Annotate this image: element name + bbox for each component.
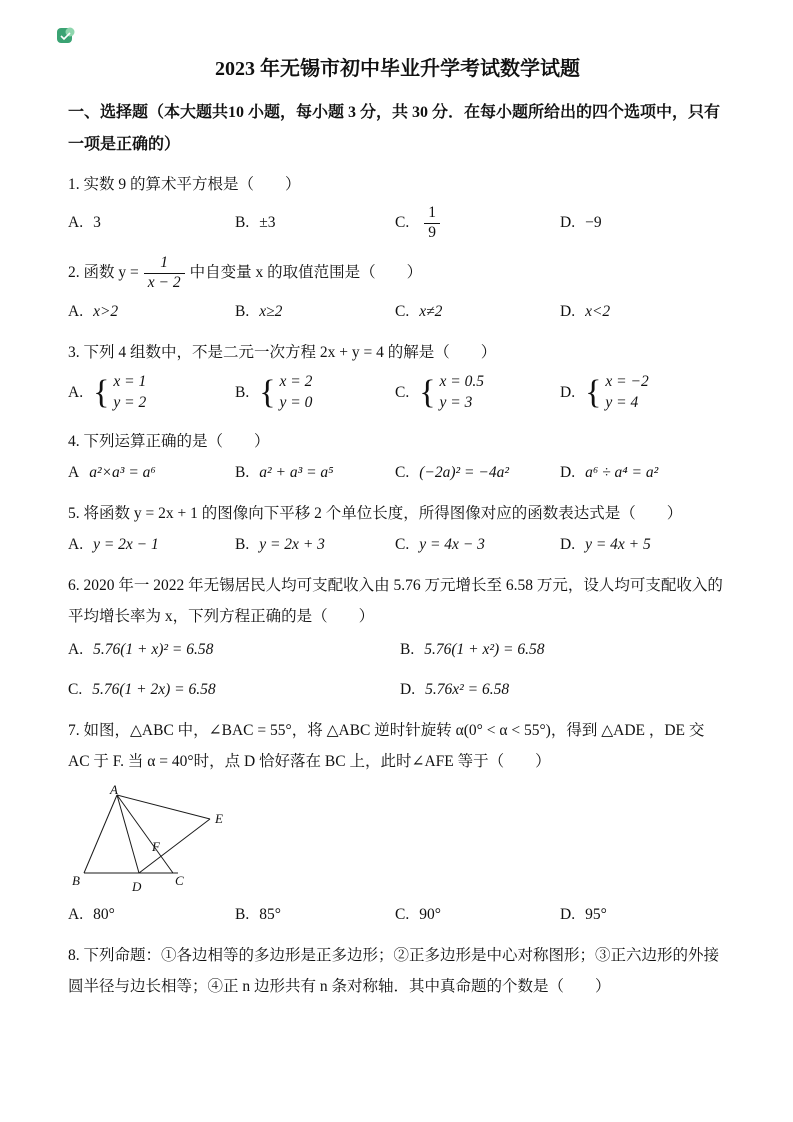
option-label: C. — [395, 535, 410, 553]
option-value: 5.76(1 + x²) = 6.58 — [424, 640, 545, 658]
option-5d — [560, 533, 727, 558]
question-8-stem: 8. 下列命题：①各边相等的多边形是正多边形；②正多边形是中心对称图形；③正六边形的外接圆半径与边长相等；④正 n 边形共有 n 条对称轴．其中真命题的个数是（ ） — [68, 947, 720, 995]
option-1a — [68, 211, 235, 236]
corner-logo-icon — [56, 26, 76, 46]
option-label: D. — [560, 213, 576, 231]
question-1-options — [68, 204, 727, 242]
option-6d — [400, 678, 727, 703]
option-1c — [395, 204, 560, 242]
figure-lines — [84, 795, 210, 873]
question-6-options — [68, 638, 727, 704]
option-label: C. — [395, 464, 410, 482]
fraction-numerator: 1 — [428, 204, 436, 221]
option-value: a⁶ ÷ a⁴ = a² — [585, 464, 659, 482]
question-2 — [68, 254, 727, 325]
option-2b — [235, 300, 395, 325]
option-3d — [560, 372, 727, 414]
option-label: B. — [235, 464, 250, 482]
question-7-stem: 7. 如图，△ABC 中，∠BAC = 55°，将 △ABC 逆时针旋转 α(0° < α < 55°)，得到 △ADE ，DE 交 AC 于 F. 当 α = 40°时，点 D 恰好落在 BC 上，此时∠AFE 等于（ ） — [68, 722, 705, 771]
question-2-stem-pre: 2. 函数 y = — [68, 264, 139, 282]
brace-glyph: { — [93, 373, 110, 411]
option-value: (−2a)² = −4a² — [419, 464, 509, 482]
option-label: C. — [68, 681, 83, 699]
option-5a — [68, 533, 235, 558]
question-4-stem: 4. 下列运算正确的是（ ） — [68, 433, 270, 451]
question-6-stem: 6. 2020 年一 2022 年无锡居民人均可支配收入由 5.76 万元增长至 6.58 万元，设人均可支配收入的平均增长率为 x，下列方程正确的是（ ） — [68, 576, 723, 625]
equation-line: x = 0.5 — [439, 373, 485, 391]
equation-line: x = −2 — [605, 373, 649, 391]
option-3a — [68, 372, 235, 414]
option-1d — [560, 211, 727, 236]
option-value: y = 4x + 5 — [585, 535, 651, 553]
equation-line: x = 2 — [279, 373, 313, 391]
question-5-stem: 5. 将函数 y = 2x + 1 的图像向下平移 2 个单位长度，所得图像对应的函数表达式是（ ） — [68, 504, 683, 522]
option-value: y = 2x − 1 — [93, 535, 159, 553]
fraction-denominator: x − 2 — [144, 273, 185, 293]
option-2c — [395, 300, 560, 325]
option-value: −9 — [585, 213, 602, 231]
question-3-stem: 3. 下列 4 组数中，不是二元一次方程 2x + y = 4 的解是（ ） — [68, 344, 497, 362]
equation-system — [419, 372, 484, 414]
option-value: a²×a³ = a⁶ — [89, 464, 156, 482]
option-3c — [395, 372, 560, 414]
option-label: D. — [560, 535, 576, 553]
option-5b — [235, 533, 395, 558]
figure-label-F: F — [152, 839, 160, 855]
option-value: 3 — [93, 213, 101, 231]
figure-label-D: D — [132, 879, 142, 895]
option-value: 95° — [585, 906, 607, 924]
option-4b — [235, 461, 395, 486]
question-4 — [68, 426, 727, 486]
option-value: 5.76(1 + x)² = 6.58 — [93, 640, 214, 658]
option-label: C. — [395, 213, 410, 231]
option-value: x≠2 — [419, 303, 443, 321]
option-value: a² + a³ = a⁵ — [259, 464, 334, 482]
brace-glyph: { — [419, 373, 436, 411]
fraction — [144, 254, 185, 292]
triangle-figure — [72, 785, 242, 897]
option-label: B. — [235, 535, 250, 553]
equation-line: y = 3 — [439, 394, 473, 412]
option-label: B. — [235, 906, 250, 924]
option-value: 90° — [419, 906, 441, 924]
equation-lines — [280, 372, 313, 414]
option-4c — [395, 461, 560, 486]
equation-lines — [440, 372, 484, 414]
option-label: C. — [395, 303, 410, 321]
option-label: B. — [235, 303, 250, 321]
option-3b — [235, 372, 395, 414]
option-label: B. — [235, 383, 250, 401]
question-5-options — [68, 533, 727, 558]
option-value: y = 4x − 3 — [419, 535, 485, 553]
option-label: A. — [68, 906, 84, 924]
question-4-options — [68, 461, 727, 486]
option-label: B. — [400, 640, 415, 658]
brace-glyph: { — [585, 373, 602, 411]
equation-lines — [605, 372, 648, 414]
question-7 — [68, 715, 727, 928]
equation-system — [93, 372, 146, 414]
figure-label-E: E — [215, 811, 223, 827]
page-title: 2023 年无锡市初中毕业升学考试数学试题 — [215, 58, 580, 80]
option-1b — [235, 211, 395, 236]
question-6 — [68, 570, 727, 704]
option-label: A — [68, 464, 80, 482]
equation-line: y = 4 — [605, 394, 639, 412]
figure-label-B: B — [72, 873, 80, 889]
fraction — [424, 204, 440, 242]
option-value: y = 2x + 3 — [259, 535, 325, 553]
option-value: 85° — [259, 906, 281, 924]
option-value: ±3 — [259, 213, 276, 231]
question-2-stem — [68, 254, 727, 292]
option-5c — [395, 533, 560, 558]
question-1-stem: 1. 实数 9 的算术平方根是（ ） — [68, 176, 301, 193]
equation-line: x = 1 — [113, 373, 147, 391]
equation-system — [585, 372, 649, 414]
option-2a — [68, 300, 235, 325]
figure-label-C: C — [175, 873, 184, 889]
question-7-options — [68, 903, 727, 928]
option-label: B. — [235, 213, 250, 231]
option-label: A. — [68, 535, 84, 553]
question-2-stem-post: 中自变量 x 的取值范围是（ ） — [189, 264, 423, 282]
option-7c — [395, 903, 560, 928]
equation-system — [259, 372, 312, 414]
option-label: D. — [560, 383, 576, 401]
question-7-figure — [72, 785, 727, 897]
option-label: A. — [68, 303, 84, 321]
equation-lines — [113, 372, 146, 414]
option-label: A. — [68, 640, 84, 658]
equation-line: y = 0 — [279, 394, 313, 412]
section-heading: 一、选择题（本大题共10 小题，每小题 3 分，共 30 分．在每小题所给出的四个选项中，只有一项是正确的） — [68, 104, 721, 153]
figure-label-A: A — [110, 785, 118, 798]
option-value: x>2 — [93, 303, 119, 321]
option-value: 5.76(1 + 2x) = 6.58 — [92, 681, 216, 699]
option-7a — [68, 903, 235, 928]
option-4a — [68, 461, 235, 486]
question-8 — [68, 940, 727, 1002]
option-7d — [560, 903, 727, 928]
question-2-options — [68, 300, 727, 325]
option-label: A. — [68, 213, 84, 231]
fraction-numerator: 1 — [160, 254, 169, 272]
option-label: D. — [560, 906, 576, 924]
option-label: D. — [560, 464, 576, 482]
question-3 — [68, 337, 727, 414]
option-6b — [400, 638, 727, 663]
option-label: C. — [395, 383, 410, 401]
option-label: A. — [68, 383, 84, 401]
question-5 — [68, 498, 727, 558]
option-label: D. — [560, 303, 576, 321]
fraction-denominator: 9 — [424, 223, 440, 243]
option-2d — [560, 300, 727, 325]
option-6c — [68, 678, 400, 703]
option-value: x≥2 — [259, 303, 283, 321]
option-6a — [68, 638, 400, 663]
option-4d — [560, 461, 727, 486]
option-label: D. — [400, 681, 416, 699]
option-value: 80° — [93, 906, 115, 924]
equation-line: y = 2 — [113, 394, 147, 412]
option-value: x<2 — [585, 303, 611, 321]
option-value: 5.76x² = 6.58 — [425, 681, 510, 699]
question-3-options — [68, 372, 727, 414]
option-label: C. — [395, 906, 410, 924]
brace-glyph: { — [259, 373, 276, 411]
option-7b — [235, 903, 395, 928]
question-1 — [68, 169, 727, 242]
